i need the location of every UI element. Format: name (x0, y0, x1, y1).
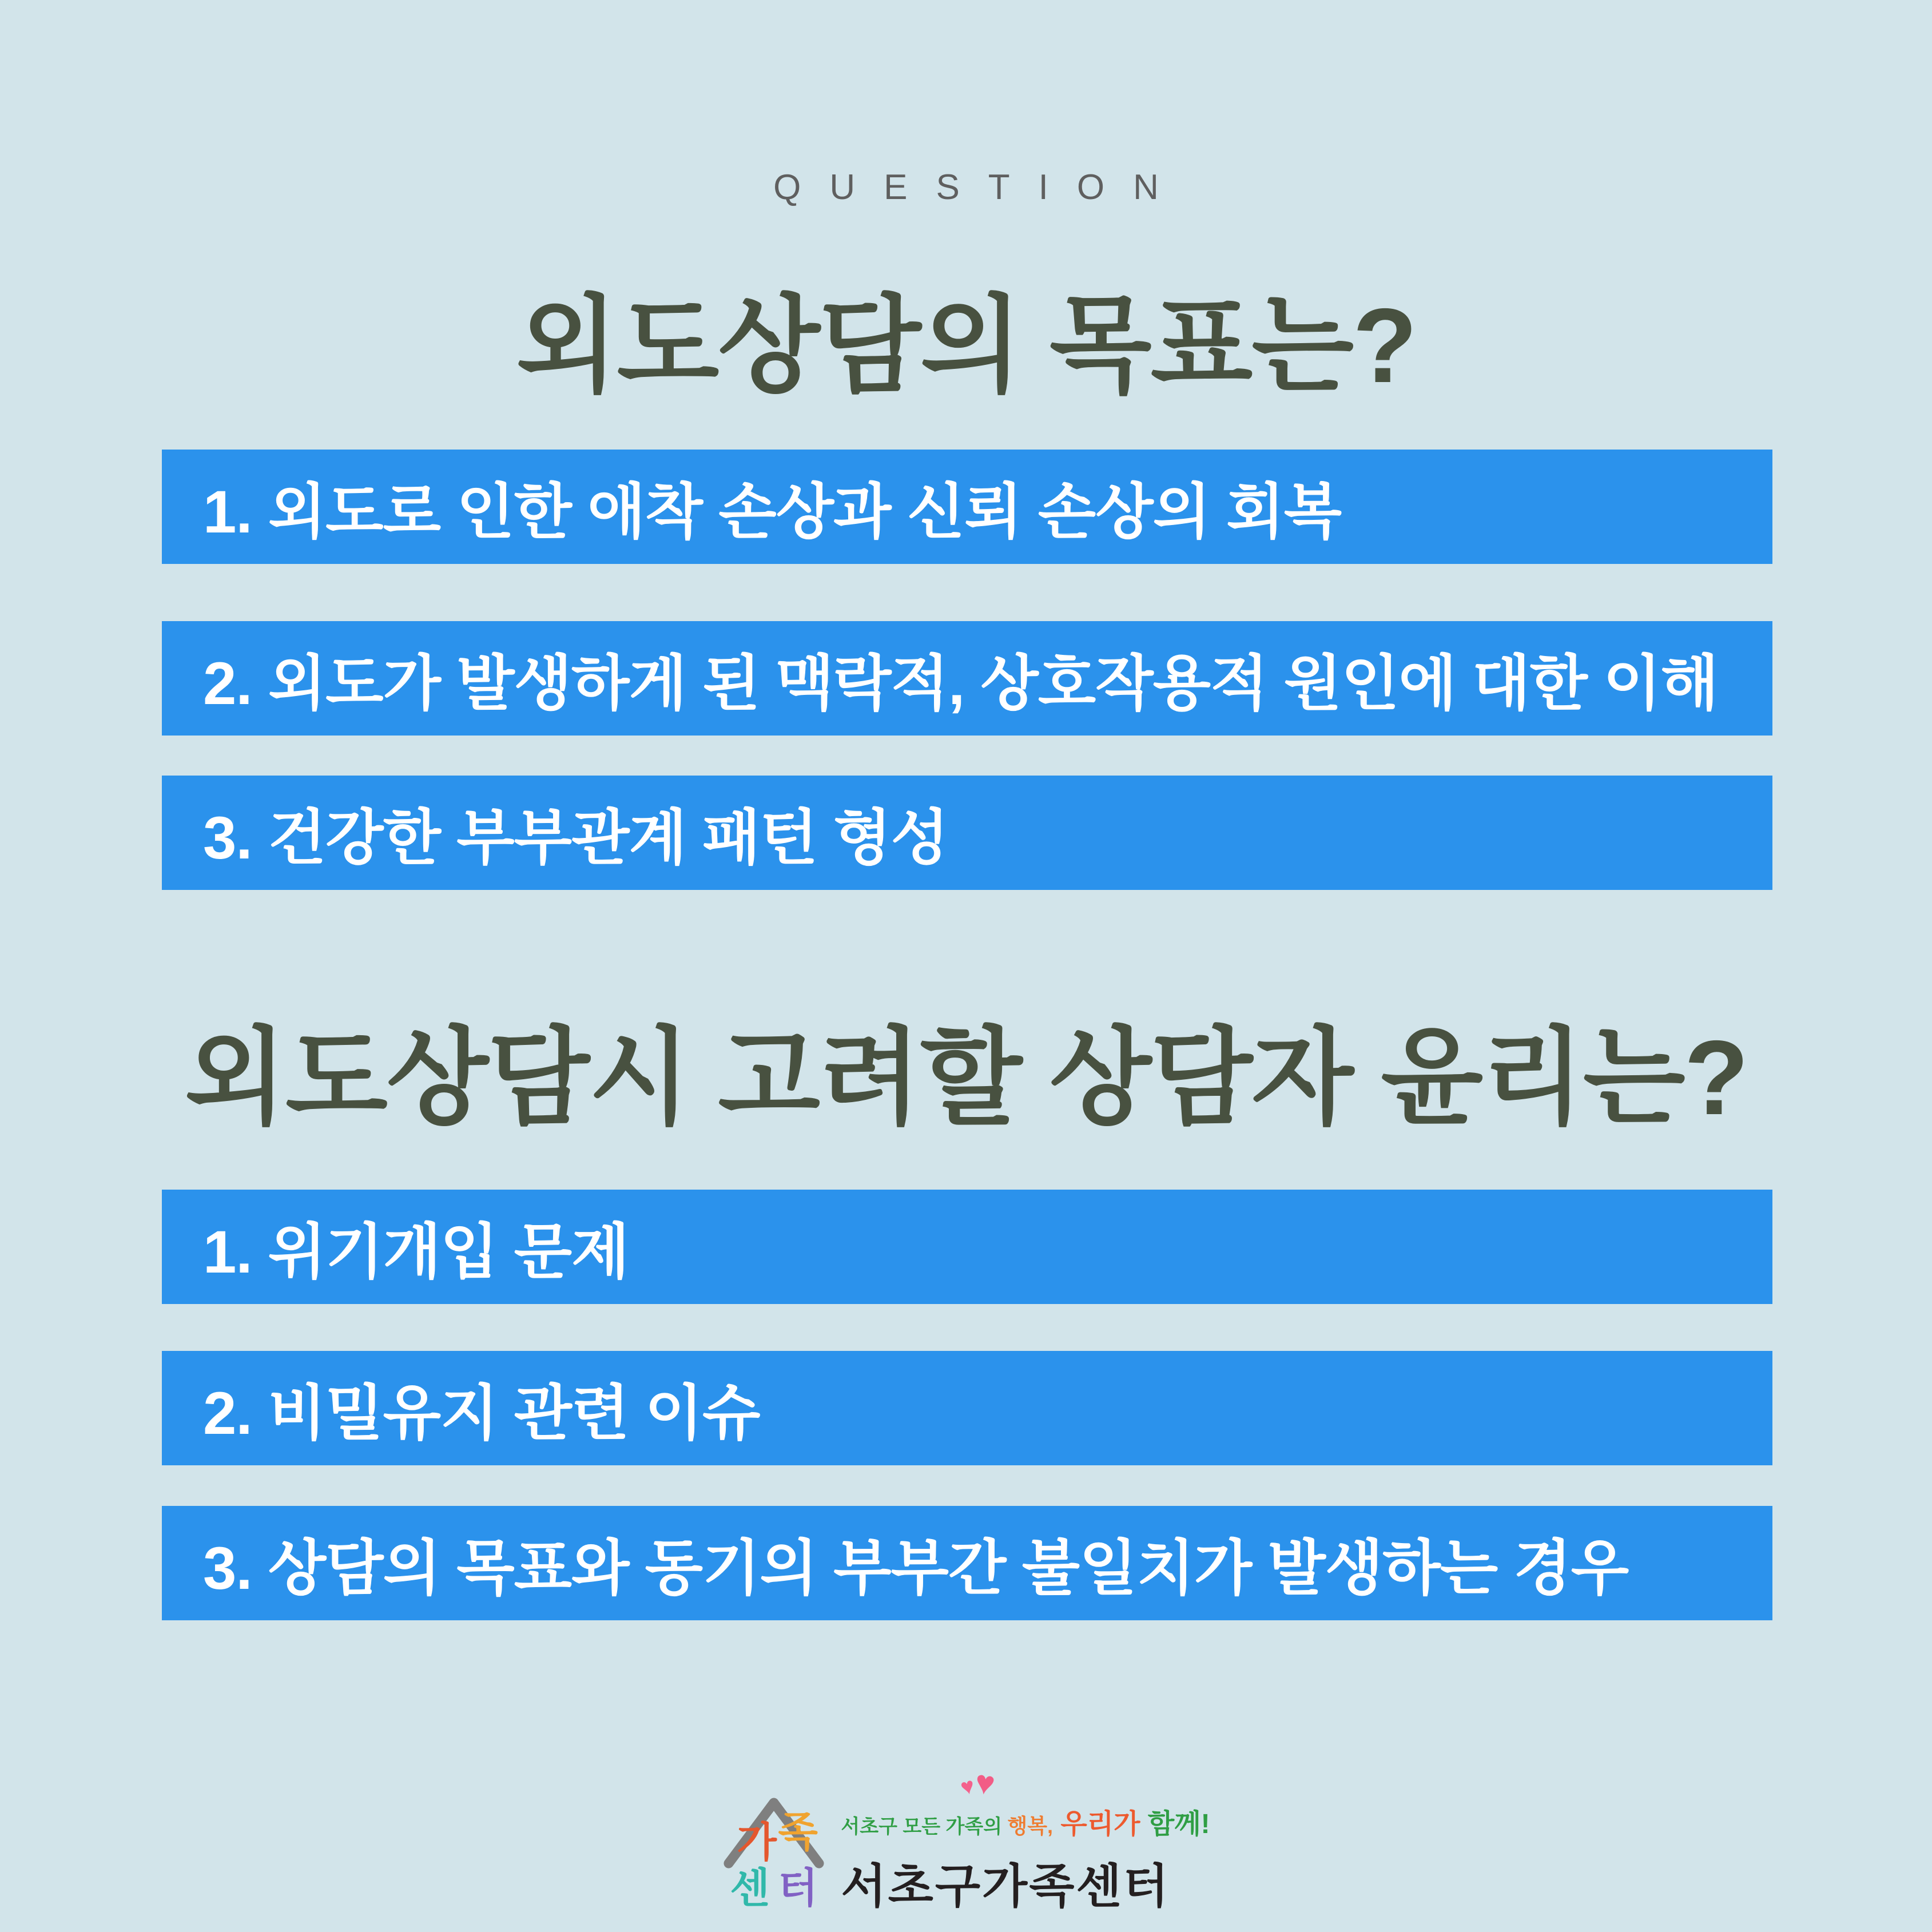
tagline-lead: 서초구 모든 가족의 (841, 1816, 1008, 1838)
tagline-happiness: 행복, (1007, 1814, 1054, 1838)
tagline-together: 함께! (1140, 1809, 1210, 1839)
section1-item-text-3: 3. 건강한 부부관계 패턴 형성 (203, 804, 948, 872)
tagline-we: 우리가 (1053, 1809, 1140, 1839)
house-char-teo: 터 (778, 1866, 818, 1911)
section2-title: 외도상담시 고려할 상담자 윤리는? (184, 1019, 1748, 1137)
section1-item-text-1: 1. 외도로 인한 애착 손상과 신뢰 손상의 회복 (203, 478, 1342, 546)
section1-item-text-2: 2. 외도가 발생하게 된 맥락적, 상호작용적 원인에 대한 이해 (203, 650, 1719, 717)
heart-icon: ♥ (972, 1763, 997, 1803)
section1-item-bar-3 (162, 776, 1772, 890)
house-char-jok: 족 (778, 1810, 818, 1855)
house-char-ga: 가 (737, 1820, 777, 1866)
section2-item-bar-2 (162, 1351, 1772, 1465)
section1-item-bar-2 (162, 621, 1772, 736)
org-name: 서초구가족센터 (841, 1861, 1170, 1913)
eyebrow-question-label: QUESTION (773, 168, 1187, 207)
hearts-decoration (958, 1763, 997, 1803)
house-char-sen: 센 (730, 1866, 770, 1911)
section2-item-bar-1 (162, 1190, 1772, 1304)
section2-item-bar-3 (162, 1506, 1772, 1620)
section1-title: 외도상담의 목표는? (515, 287, 1417, 405)
section2-item-text-2: 2. 비밀유지 관련 이슈 (203, 1380, 760, 1447)
heart-icon: ♥ (958, 1772, 978, 1801)
family-center-house-logo (722, 1789, 826, 1932)
footer-logo (0, 1763, 1932, 1932)
section1-item-bar-1 (162, 450, 1772, 564)
footer-tagline (841, 1802, 1210, 1841)
footer-logo-text (841, 1763, 1210, 1916)
section2-item-text-3: 3. 상담의 목표와 동기의 부부간 불일치가 발생하는 경우 (203, 1535, 1629, 1602)
section2-item-text-1: 1. 위기개입 문제 (203, 1218, 629, 1286)
